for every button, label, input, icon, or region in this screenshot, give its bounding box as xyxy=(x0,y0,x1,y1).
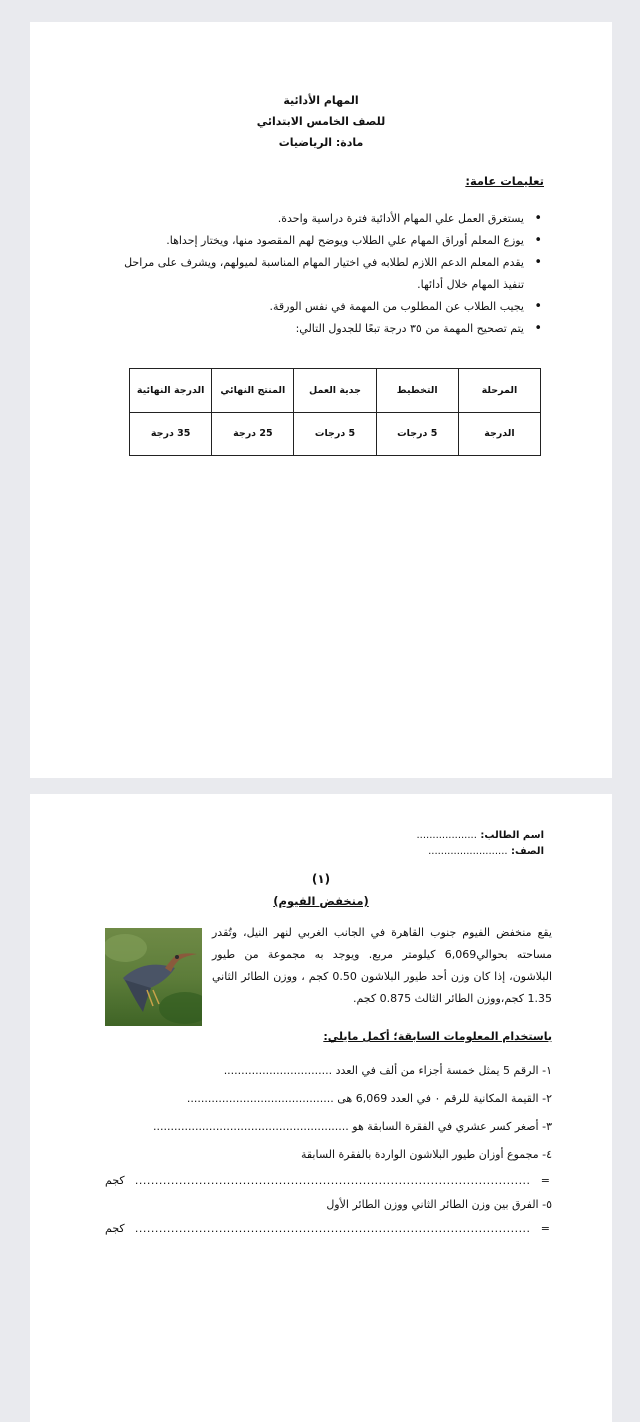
header-grade: للصف الخامس الابتدائي xyxy=(256,115,386,128)
answer-blank[interactable]: .......................................... xyxy=(186,1092,334,1105)
table-cell: 5 درجات xyxy=(376,412,458,456)
student-info xyxy=(417,828,545,860)
class-blank[interactable]: ......................... xyxy=(428,846,508,857)
answer-line-5 xyxy=(105,1222,550,1235)
header-title: المهام الأدائية xyxy=(283,94,359,107)
class-line xyxy=(417,844,545,860)
table-cell: 25 درجة xyxy=(212,412,294,456)
question-1: ١- الرقم 5 يمثل خمسة أجزاء من ألف في العدد ............................... xyxy=(223,1064,552,1077)
answer-blank[interactable]: ................................................................................................... xyxy=(134,1222,531,1235)
student-name-label: اسم الطالب: xyxy=(480,830,544,841)
question-3: ٣- أصغر كسر عشري في الفقرة السابقة هو ........................................................ xyxy=(152,1120,552,1133)
instructions-title: تعليمات عامة: xyxy=(465,174,544,188)
instruction-item: • يقدم المعلم الدعم اللازم لطلابه في اختيار المهام المناسبة لميولهم، ويشرف على مراحل تنفيذ المهام خلال أدائها. xyxy=(108,252,544,296)
instructions-list xyxy=(108,208,544,340)
instruction-item: • يوزع المعلم أوراق المهام علي الطلاب ويوضح لهم المقصود منها، ويختار إحداها. xyxy=(108,230,544,252)
instruction-item: • يستغرق العمل علي المهام الأدائية فترة دراسية واحدة. xyxy=(108,208,544,230)
questions-heading: باستخدام المعلومات السابقة؛ أكمل مايلي: xyxy=(323,1030,552,1043)
unit-label: كجم xyxy=(105,1222,125,1235)
section-title: (منخفض الفيوم) xyxy=(273,894,369,908)
student-name-line xyxy=(417,828,545,844)
question-5: ٥- الفرق بين وزن الطائر الثاني ووزن الطائر الأول xyxy=(326,1198,552,1211)
worksheet-page-2 xyxy=(30,794,612,1422)
answer-line-4 xyxy=(105,1174,550,1187)
passage-text: يقع منخفض الفيوم جنوب القاهرة في الجانب الغربي لنهر النيل، وتُقدر مساحته بحوالي6,069 كيلومتر مربع. ويوجد به مجموعة من طيور البلاشون، إذا كان وزن أحد طيور البلاشون 0.50 كجم ، ووزن الطائر الثاني 1.35 كجم،ووزن الطائر الثالث 0.875 كجم. xyxy=(212,926,553,1005)
question-2: ٢- القيمة المكانية للرقم ٠ في العدد 6,069 هى .......................................... xyxy=(186,1092,552,1105)
table-header-cell: التخطيط xyxy=(376,369,458,413)
grading-table xyxy=(129,368,541,456)
answer-blank[interactable]: ............................... xyxy=(223,1064,333,1077)
student-name-blank[interactable]: ................... xyxy=(416,830,477,841)
table-row xyxy=(130,412,541,456)
heron-photo xyxy=(105,928,202,1026)
answer-blank[interactable]: ................................................................................................... xyxy=(134,1174,531,1187)
document-header xyxy=(30,90,612,153)
unit-label: كجم xyxy=(105,1174,125,1187)
table-header-cell: الدرجة النهائية xyxy=(130,369,212,413)
worksheet-page-1 xyxy=(30,22,612,778)
table-header-cell: المرحلة xyxy=(458,369,540,413)
instruction-item: • يتم تصحيح المهمة من ٣٥ درجة تبعًا للجدول التالي: xyxy=(108,318,544,340)
table-cell: 35 درجة xyxy=(130,412,212,456)
class-label: الصف: xyxy=(511,846,544,857)
table-cell: 5 درجات xyxy=(294,412,376,456)
table-header-row xyxy=(130,369,541,413)
equals-sign: = xyxy=(540,1222,550,1235)
table-header-cell: جدية العمل xyxy=(294,369,376,413)
header-subject: مادة: الرياضيات xyxy=(278,136,364,149)
equals-sign: = xyxy=(540,1174,550,1187)
table-cell: الدرجة xyxy=(458,412,540,456)
section-number: (١) xyxy=(311,872,331,886)
answer-blank[interactable]: ........................................................ xyxy=(152,1120,349,1133)
table-header-cell: المنتج النهائي xyxy=(212,369,294,413)
question-4: ٤- مجموع أوزان طيور البلاشون الواردة بالفقرة السابقة xyxy=(300,1148,552,1161)
instruction-item: • يجيب الطلاب عن المطلوب من المهمة في نفس الورقة. xyxy=(108,296,544,318)
